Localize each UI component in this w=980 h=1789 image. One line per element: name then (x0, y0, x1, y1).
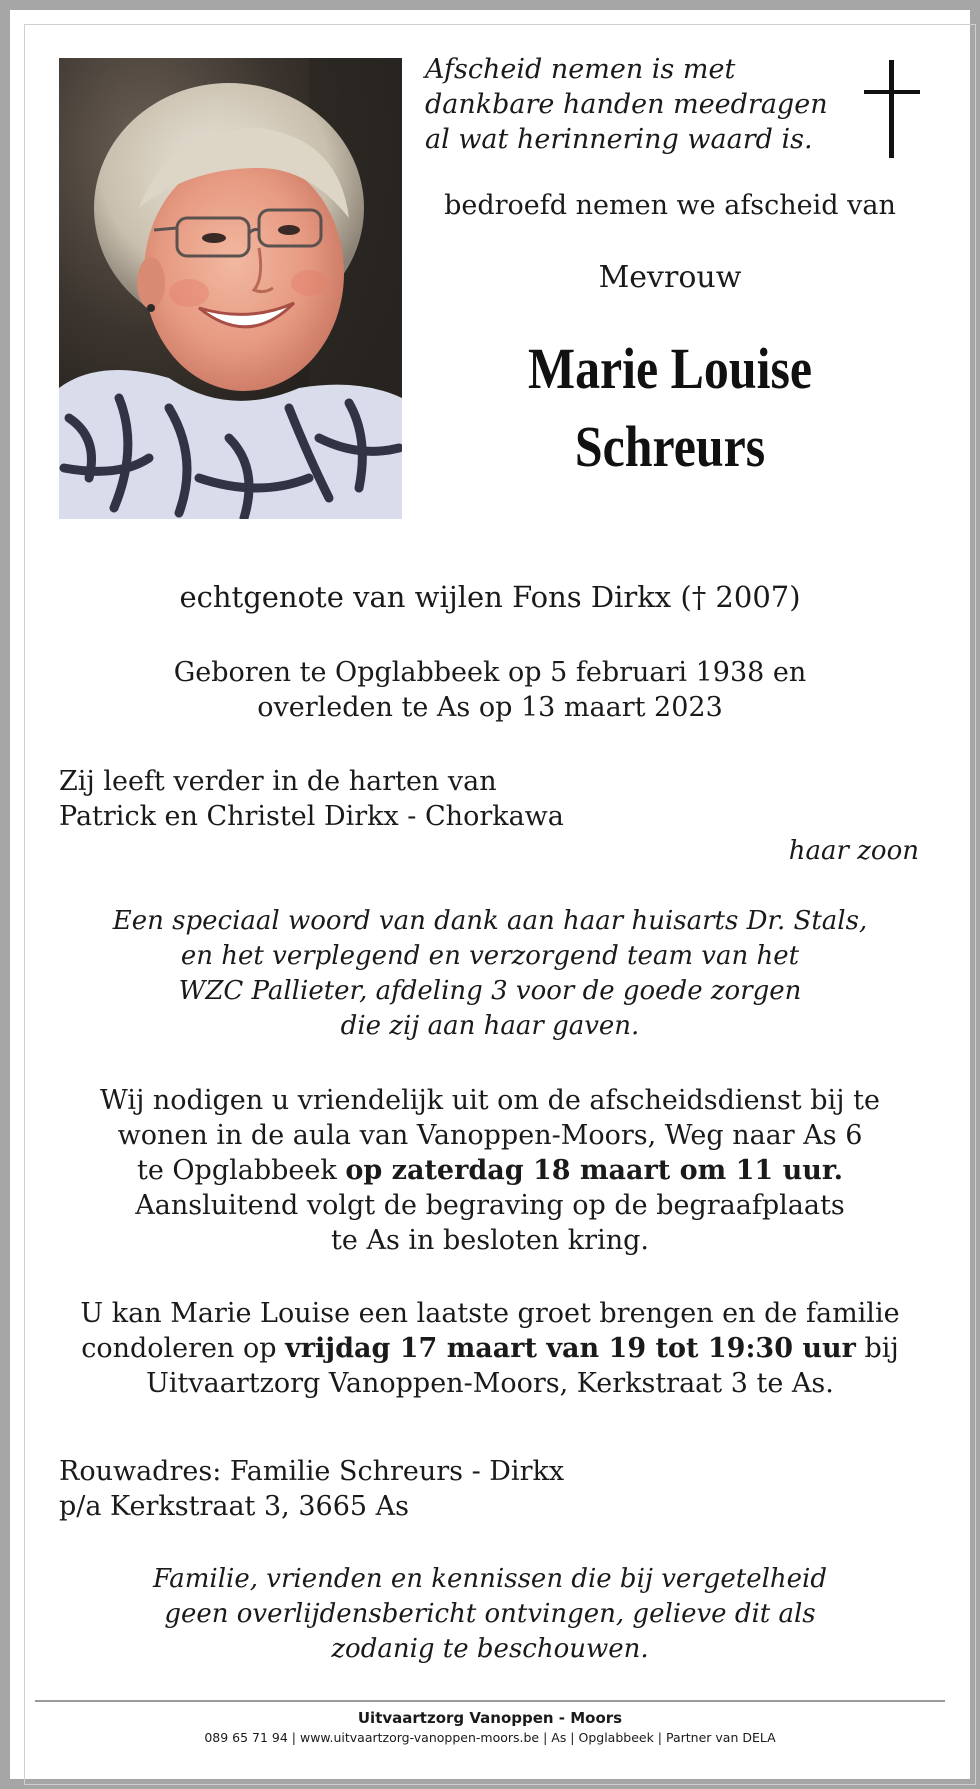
address-line: p/a Kerkstraat 3, 3665 As (59, 1491, 409, 1522)
thanks-paragraph (40, 904, 940, 1044)
survived-names: Patrick en Christel Dirkx - Chorkawa (59, 801, 564, 832)
memorial-quote (425, 52, 845, 157)
birth-line: Geboren te Opglabbeek op 5 februari 1938 en (173, 657, 807, 688)
service-line: Aansluitend volgt de begraving op de begraafplaats (135, 1190, 845, 1221)
closing-notice (40, 1562, 940, 1667)
visitation-datetime: vrijdag 17 maart van 19 tot 19:30 uur (285, 1333, 856, 1364)
funeral-home-contact: 089 65 71 94 | www.uitvaartzorg-vanoppen-moors.be | As | Opglabbeek | Partner van DELA (204, 1730, 776, 1745)
survived-relation: haar zoon (788, 836, 919, 866)
visitation-suffix: bij (855, 1333, 899, 1364)
deceased-first-names: Marie Louise (528, 336, 812, 401)
visitation-line: U kan Marie Louise een laatste groet brengen en de familie (80, 1298, 900, 1329)
service-line: wonen in de aula van Vanoppen-Moors, Weg naar As 6 (117, 1120, 863, 1151)
quote-line: al wat herinnering waard is. (425, 124, 813, 155)
thanks-line: en het verplegend en verzorgend team van het (180, 941, 800, 971)
portrait-photo (59, 58, 402, 519)
service-paragraph (40, 1083, 940, 1258)
address-line: Rouwadres: Familie Schreurs - Dirkx (59, 1456, 565, 1487)
footer-divider (35, 1700, 945, 1702)
spouse-line: echtgenote van wijlen Fons Dirkx († 2007) (179, 580, 801, 614)
deceased-name (455, 330, 885, 486)
service-datetime: op zaterdag 18 maart om 11 uur. (345, 1155, 843, 1186)
announcement-intro: bedroefd nemen we afscheid van (444, 190, 896, 221)
quote-line: Afscheid nemen is met (425, 54, 736, 85)
death-line: overleden te As op 13 maart 2023 (257, 692, 723, 723)
cross-icon (864, 60, 920, 160)
service-line: te As in besloten kring. (331, 1225, 649, 1256)
thanks-line: Een speciaal woord van dank aan haar huisarts Dr. Stals, (112, 906, 868, 936)
service-location: te Opglabbeek (137, 1155, 346, 1186)
mourning-address (59, 1454, 919, 1524)
service-line (40, 1153, 940, 1188)
visitation-prefix: condoleren op (81, 1333, 286, 1364)
quote-line: dankbare handen meedragen (425, 89, 828, 120)
closing-line: geen overlijdensbericht ontvingen, gelieve dit als (164, 1599, 816, 1629)
survived-intro: Zij leeft verder in de harten van (59, 766, 497, 797)
honorific-title: Mevrouw (598, 260, 742, 295)
service-line: Wij nodigen u vriendelijk uit om de afscheidsdienst bij te (100, 1085, 880, 1116)
deceased-surname: Schreurs (574, 414, 766, 479)
funeral-home-name: Uitvaartzorg Vanoppen - Moors (357, 1709, 623, 1727)
closing-line: zodanig te beschouwen. (331, 1634, 649, 1664)
thanks-line: WZC Pallieter, afdeling 3 voor de goede zorgen (178, 976, 802, 1006)
visitation-line: Uitvaartzorg Vanoppen-Moors, Kerkstraat 3 te As. (146, 1368, 834, 1399)
visitation-paragraph (40, 1296, 940, 1401)
survived-by (59, 764, 919, 834)
thanks-line: die zij aan haar gaven. (340, 1011, 640, 1041)
visitation-line (40, 1331, 940, 1366)
birth-death-info (40, 655, 940, 725)
closing-line: Familie, vrienden en kennissen die bij vergetelheid (153, 1564, 827, 1594)
